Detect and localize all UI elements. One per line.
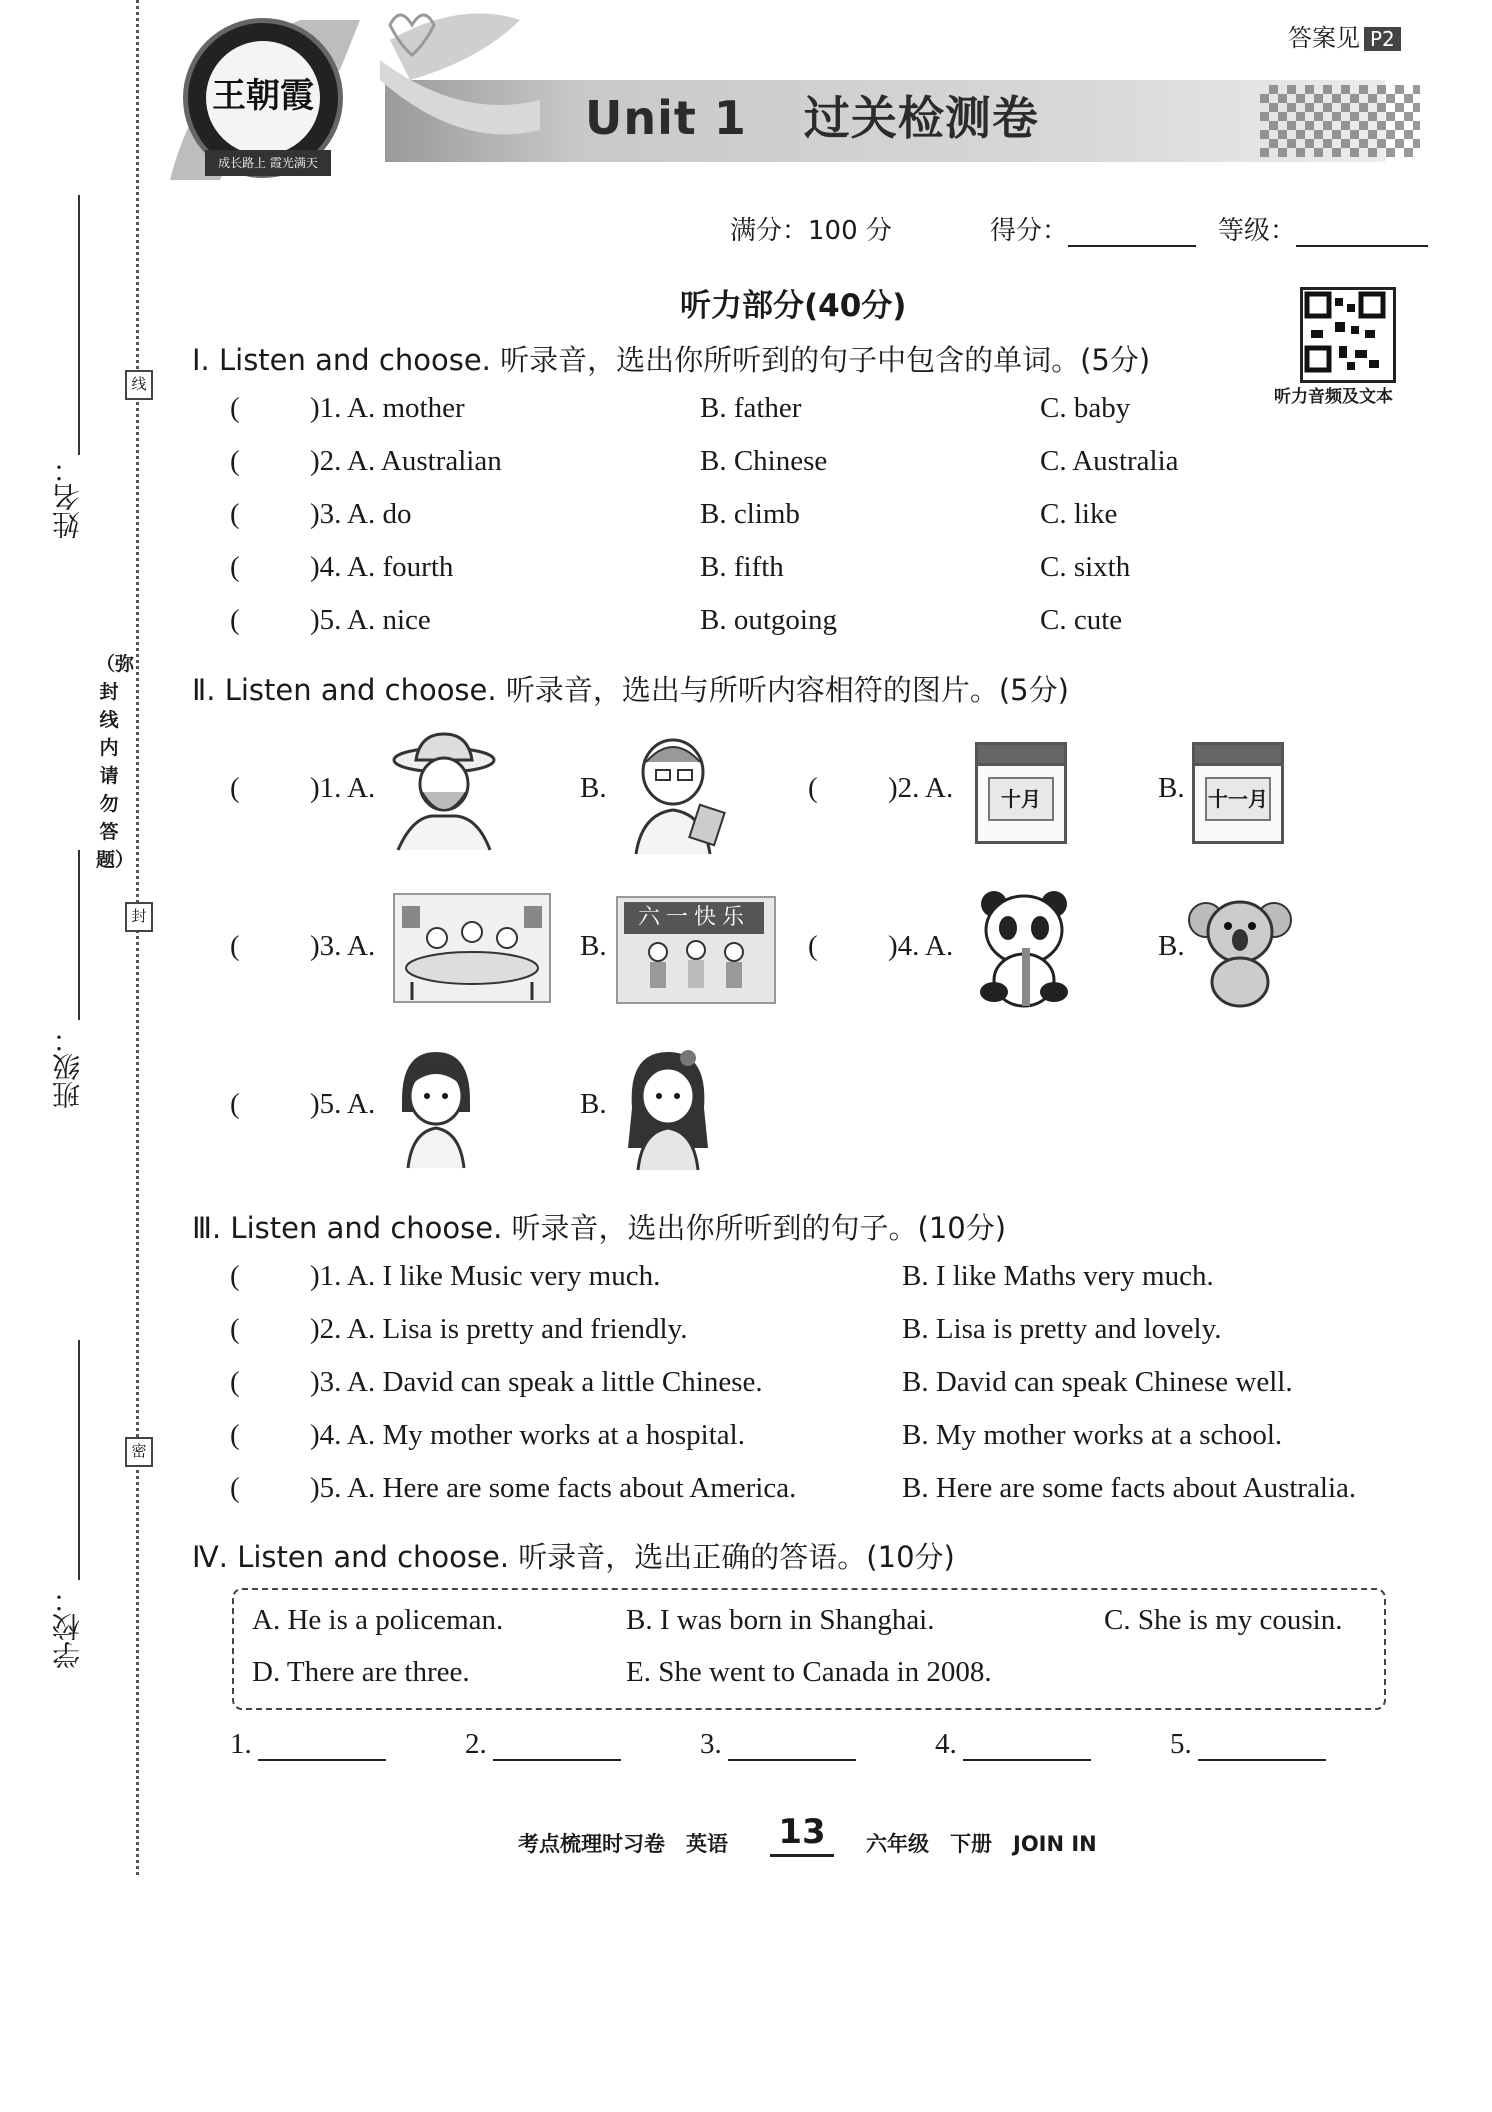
answer-option-a: A. He is a policeman.: [252, 1604, 504, 1636]
footer-left: 考点梳理时习卷 英语: [518, 1832, 728, 1856]
blank-line[interactable]: [728, 1733, 856, 1761]
childrens-day-banner: 六一快乐: [624, 902, 764, 934]
calendar-rings-icon: [975, 742, 1067, 766]
answer-paren[interactable]: (: [230, 1088, 240, 1120]
q2-option-b-label: B.: [1158, 772, 1185, 804]
answer-paren[interactable]: (: [230, 604, 240, 636]
grade-label: 等级：: [1218, 216, 1297, 246]
page-title: [585, 82, 1039, 148]
option-a: )3. A. do: [310, 498, 412, 530]
name-underline: [78, 195, 80, 455]
answer-blank-5: [1170, 1728, 1326, 1761]
seal-mark-line: 线: [125, 370, 153, 400]
option-a: )2. A. Australian: [310, 445, 502, 477]
class-underline: [78, 850, 80, 1020]
option-c: C. cute: [1040, 604, 1123, 636]
blank-number: 5.: [1170, 1728, 1192, 1760]
class-label: 班级：: [51, 1025, 84, 1109]
section2-heading: Ⅱ. Listen and choose. 听录音，选出与所听内容相符的图片。(5分): [192, 673, 1069, 707]
panda-picture-icon[interactable]: [972, 888, 1076, 1008]
option-c: C. like: [1040, 498, 1118, 530]
option-a: )4. A. My mother works at a hospital.: [310, 1419, 745, 1451]
option-a: )4. A. fourth: [310, 551, 454, 583]
calendar-rings-icon: [1192, 742, 1284, 766]
answer-paren[interactable]: (: [230, 1366, 240, 1398]
page-number: 13: [770, 1812, 834, 1857]
answer-option-b: B. I was born in Shanghai.: [626, 1604, 935, 1636]
doctor-picture-icon[interactable]: [628, 732, 728, 856]
blank-number: 1.: [230, 1728, 252, 1760]
logo-text: 王朝霞: [206, 41, 320, 155]
blank-line[interactable]: [258, 1733, 386, 1761]
q2-option-a-label: )2. A.: [888, 772, 954, 804]
banner-checker-pattern: [1260, 85, 1420, 157]
children-group-icon: [638, 940, 754, 1000]
option-b: B. father: [700, 392, 802, 424]
logo-ribbon: 成长路上 霞光满天: [205, 150, 331, 176]
blank-number: 4.: [935, 1728, 957, 1760]
blank-line[interactable]: [493, 1733, 621, 1761]
seal-mark-secret: 密: [125, 1437, 153, 1467]
school-label: 学校：: [51, 1585, 84, 1669]
binding-dotted-line: [136, 0, 139, 1875]
section3-heading: Ⅲ. Listen and choose. 听录音，选出你所听到的句子。(10分): [192, 1211, 1007, 1245]
name-label: 姓名：: [51, 455, 84, 539]
score-field: [990, 210, 1196, 247]
blank-line[interactable]: [963, 1733, 1091, 1761]
score-blank[interactable]: [1068, 219, 1196, 247]
calendar-october-picture[interactable]: [975, 742, 1067, 844]
option-b: B. Lisa is pretty and lovely.: [902, 1313, 1222, 1345]
q5-option-b-label: B.: [580, 1088, 607, 1120]
q3-option-a-label: )3. A.: [310, 930, 376, 962]
grade-blank[interactable]: [1296, 219, 1428, 247]
option-a: )2. A. Lisa is pretty and friendly.: [310, 1313, 688, 1345]
answer-reference: [1288, 18, 1401, 53]
childrens-day-picture[interactable]: [616, 896, 776, 1004]
option-b: B. Chinese: [700, 445, 828, 477]
option-b: B. I like Maths very much.: [902, 1260, 1214, 1292]
answer-paren[interactable]: (: [230, 1260, 240, 1292]
answer-blank-1: [230, 1728, 386, 1761]
option-a: )5. A. nice: [310, 604, 431, 636]
option-c: C. Australia: [1040, 445, 1179, 477]
section1-heading: Ⅰ. Listen and choose. 听录音，选出你所听到的句子中包含的单词。(5分): [192, 343, 1151, 377]
option-c: C. sixth: [1040, 551, 1131, 583]
q5-option-a-label: )5. A.: [310, 1088, 376, 1120]
option-a: )3. A. David can speak a little Chinese.: [310, 1366, 763, 1398]
option-b: B. outgoing: [700, 604, 837, 636]
long-hair-girl-picture-icon[interactable]: [618, 1048, 718, 1172]
answer-ref-page: P2: [1364, 27, 1401, 51]
q4-option-b-label: B.: [1158, 930, 1185, 962]
option-a: )5. A. Here are some facts about America.: [310, 1472, 797, 1504]
answer-paren[interactable]: (: [808, 772, 818, 804]
option-b: B. climb: [700, 498, 800, 530]
section4-heading: Ⅳ. Listen and choose. 听录音，选出正确的答语。(10分): [192, 1540, 955, 1574]
option-b: B. fifth: [700, 551, 784, 583]
answer-blank-2: [465, 1728, 621, 1761]
answer-paren[interactable]: (: [230, 498, 240, 530]
old-man-hat-picture-icon[interactable]: [392, 732, 497, 852]
full-marks: 满分：100 分: [730, 216, 892, 246]
answer-options-box: [232, 1588, 1386, 1710]
option-b: B. My mother works at a school.: [902, 1419, 1283, 1451]
answer-paren[interactable]: (: [230, 1419, 240, 1451]
answer-option-e: E. She went to Canada in 2008.: [626, 1656, 992, 1688]
answer-paren[interactable]: (: [230, 930, 240, 962]
qr-caption: 听力音频及文本: [1274, 387, 1393, 407]
listening-section-title: 听力部分(40分): [680, 288, 907, 324]
family-dinner-picture-icon[interactable]: [392, 892, 552, 1004]
blank-line[interactable]: [1198, 1733, 1326, 1761]
q1-option-a-label: )1. A.: [310, 772, 376, 804]
answer-paren[interactable]: (: [230, 551, 240, 583]
answer-blank-4: [935, 1728, 1091, 1761]
answer-paren[interactable]: (: [230, 1313, 240, 1345]
qr-pattern-icon: [1303, 290, 1387, 374]
q3-option-b-label: B.: [580, 930, 607, 962]
school-underline: [78, 1340, 80, 1580]
blank-number: 3.: [700, 1728, 722, 1760]
short-hair-girl-picture-icon[interactable]: [398, 1050, 474, 1170]
answer-paren[interactable]: (: [230, 1472, 240, 1504]
answer-paren[interactable]: (: [230, 772, 240, 804]
option-b: B. David can speak Chinese well.: [902, 1366, 1293, 1398]
q1-option-b-label: B.: [580, 772, 607, 804]
option-b: B. Here are some facts about Australia.: [902, 1472, 1357, 1504]
answer-paren[interactable]: (: [808, 930, 818, 962]
koala-picture-icon[interactable]: [1188, 890, 1292, 1008]
option-a: )1. A. mother: [310, 392, 465, 424]
calendar-november-picture[interactable]: [1192, 742, 1284, 844]
answer-option-d: D. There are three.: [252, 1656, 470, 1688]
answer-ref-label: 答案见: [1288, 24, 1360, 52]
seal-warning-text: （弥封线内请勿答题）: [96, 653, 135, 871]
qr-code-icon[interactable]: [1300, 287, 1396, 383]
answer-blank-3: [700, 1728, 856, 1761]
answer-paren[interactable]: (: [230, 392, 240, 424]
calendar-month-text: 十月: [988, 777, 1054, 821]
score-label: 得分：: [990, 216, 1069, 246]
blank-number: 2.: [465, 1728, 487, 1760]
option-c: C. baby: [1040, 392, 1131, 424]
answer-option-c: C. She is my cousin.: [1104, 1604, 1343, 1636]
seal-mark-seal: 封: [125, 902, 153, 932]
footer-right: 六年级 下册 JOIN IN: [866, 1832, 1097, 1856]
grade-field: [1218, 210, 1428, 247]
answer-paren[interactable]: (: [230, 445, 240, 477]
option-a: )1. A. I like Music very much.: [310, 1260, 661, 1292]
title-text: 过关检测卷: [803, 91, 1039, 145]
calendar-month-text: 十一月: [1205, 777, 1271, 821]
q4-option-a-label: )4. A.: [888, 930, 954, 962]
title-unit: Unit 1: [585, 91, 747, 145]
